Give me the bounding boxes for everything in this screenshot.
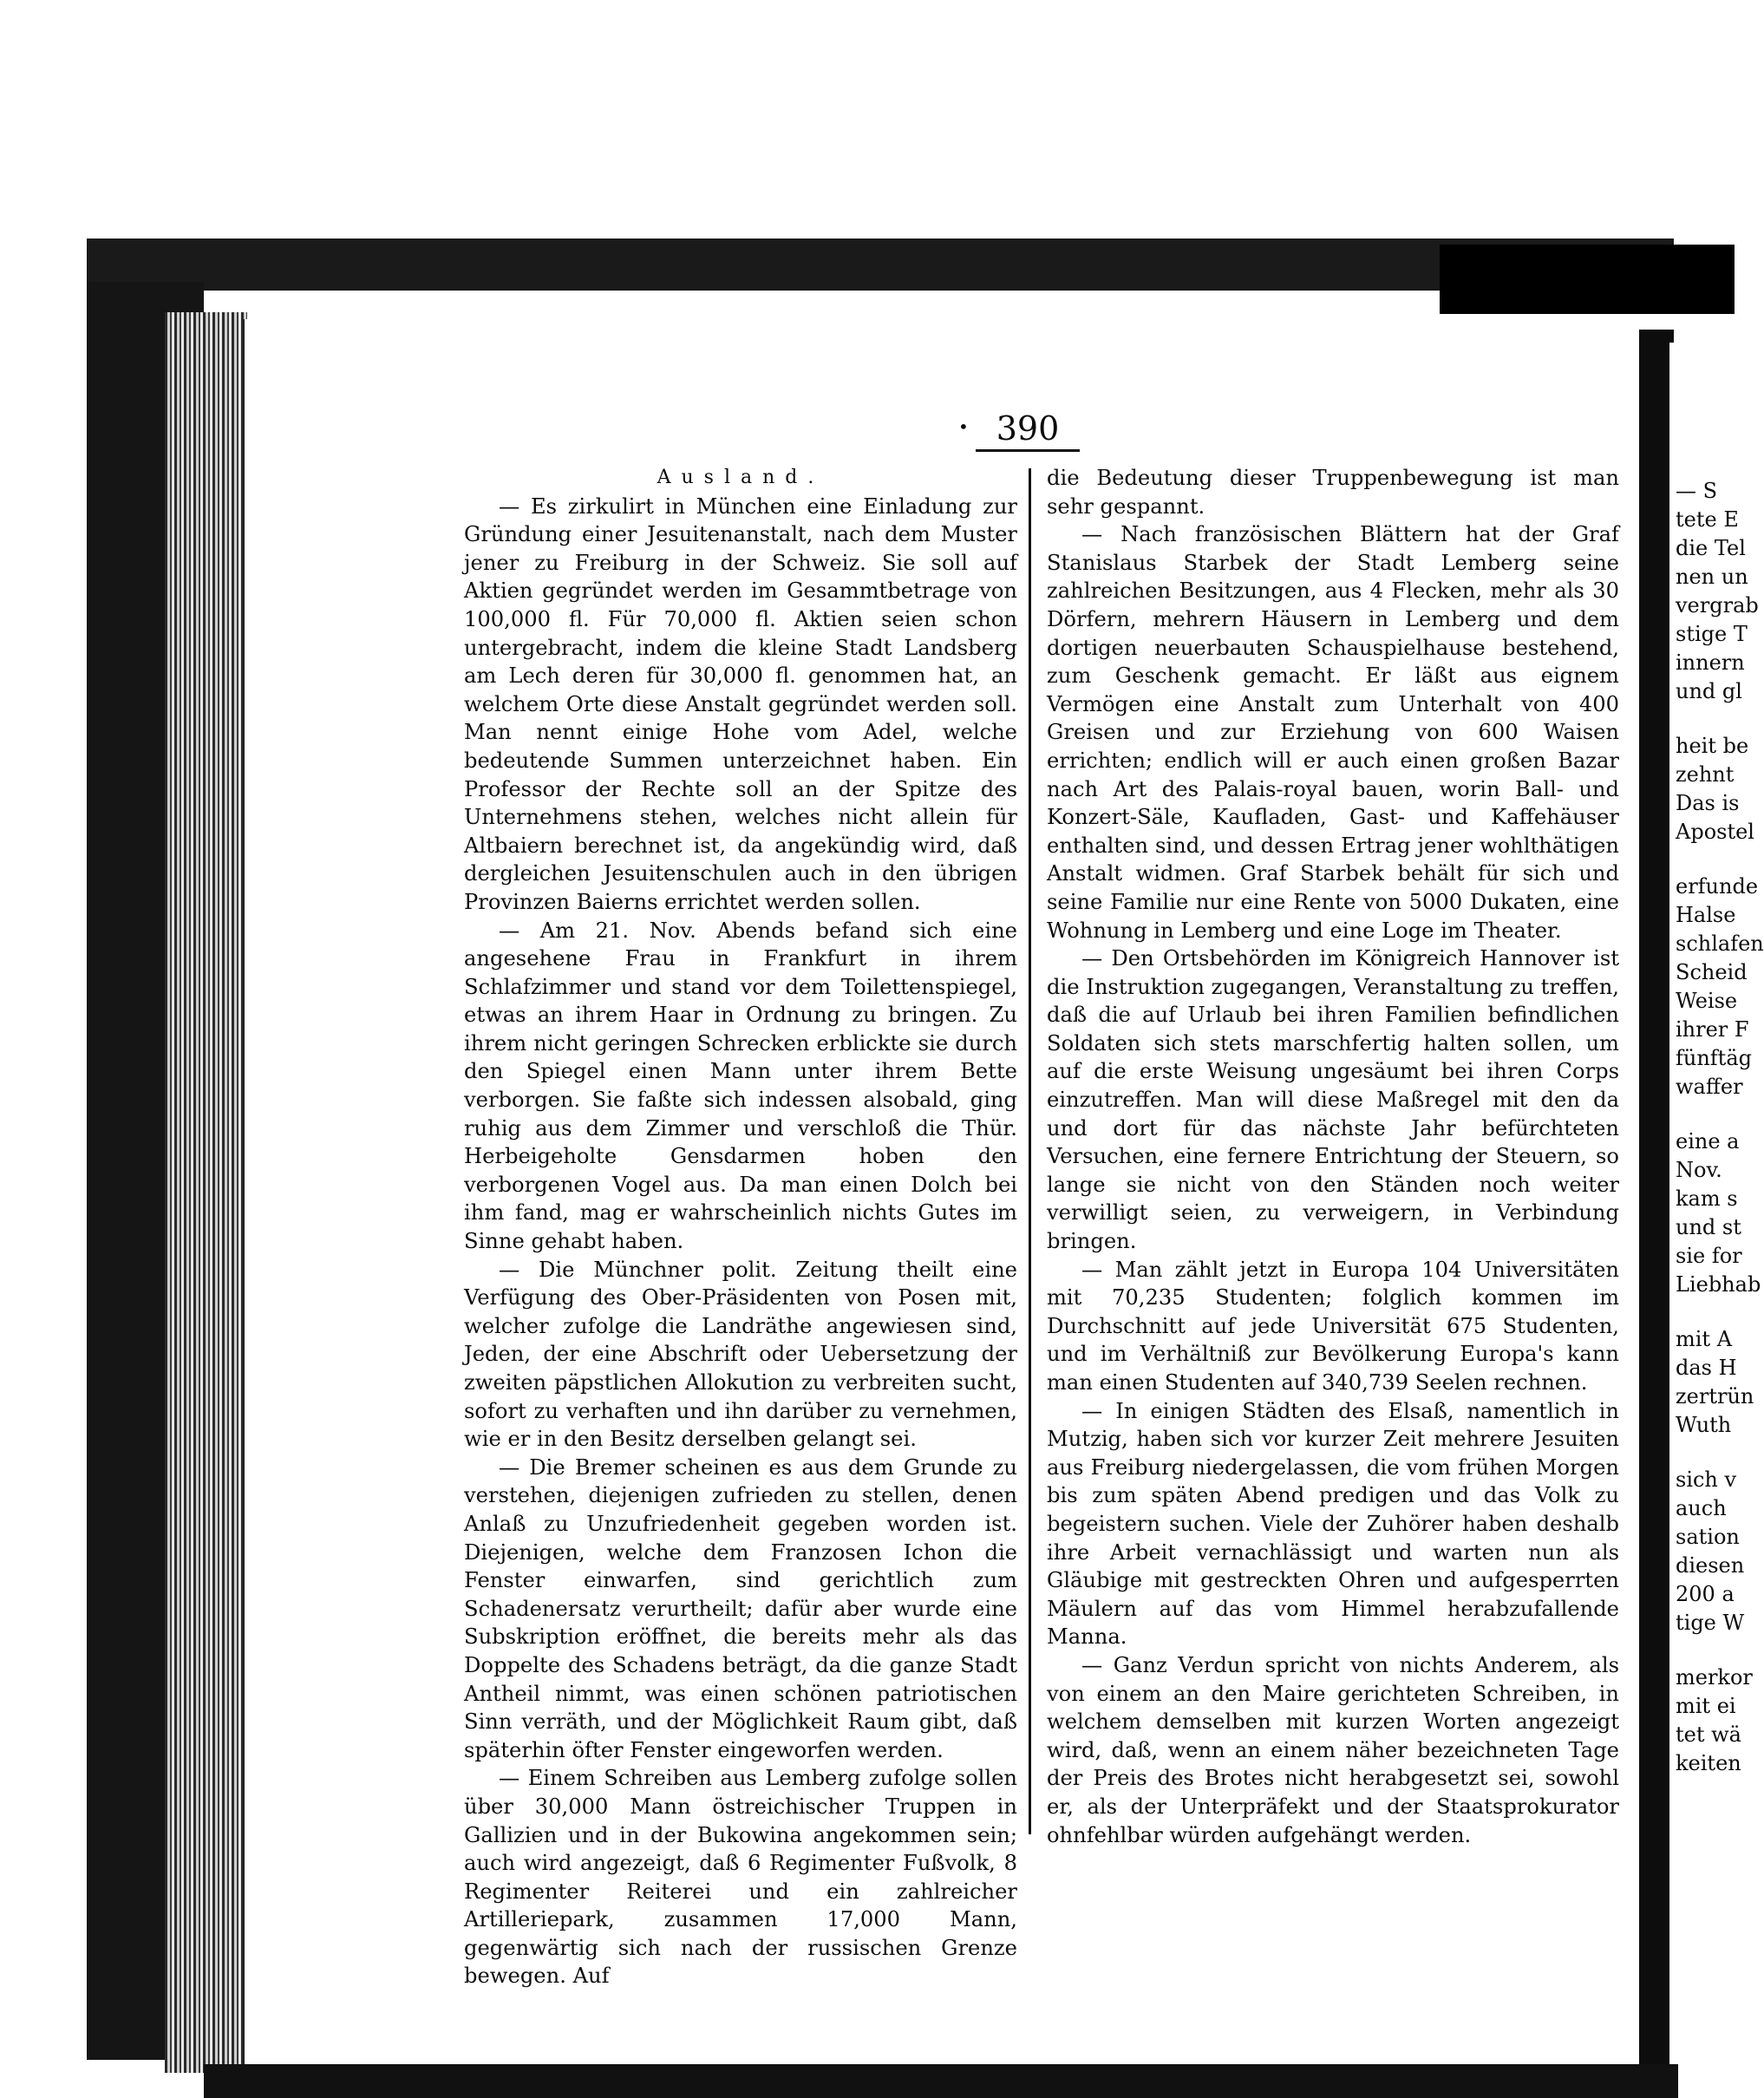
- book-edge-top: [87, 239, 1674, 291]
- column-divider: [1029, 468, 1031, 1834]
- facing-page-line: vergrab: [1676, 593, 1759, 618]
- facing-page-line: schlafen: [1676, 931, 1764, 956]
- page-number: 390: [976, 408, 1080, 452]
- facing-page-line: Scheid: [1676, 960, 1748, 984]
- article-paragraph: — Den Ortsbehörden im Königreich Hannover ist die Instruktion zugegangen, Veranstaltung zu treffen, daß die auf Urlaub bei ihren Familien befindlichen Soldaten sich stets marschfertig halten sollen, um auf die erste Weisung ungesäumt bei ihren Corps einzutreffen. Man will diese Maßregel mit den da und dort für das nächste Jahr befürchteten Versuchen, eine fernere Entrichtung der Steuern, so lange sie nicht von den Ständen noch weiter verwilligt seien, zu verweigern, in Verbindung bringen.: [1047, 946, 1619, 1254]
- facing-page-line: [1676, 846, 1735, 873]
- print-dot: •: [958, 416, 969, 437]
- facing-page-line: die Tel: [1676, 536, 1746, 560]
- article-paragraph: — Die Münchner polit. Zeitung theilt eine Verfügung des Ober-Präsidenten von Posen mit, welcher zufolge die Landräthe angewiesen sind, Jeden, der eine Abschrift oder Uebersetzung der zweiten päpstlichen Allokution zu verbreiten sucht, sofort zu verhaften und ihn darüber zu vernehmen, wie er in den Besitz derselben gelangt sei.: [464, 1257, 1017, 1452]
- facing-page-line: [1676, 706, 1735, 732]
- facing-page-line: heit be: [1676, 734, 1749, 758]
- facing-page-line: Nov.: [1676, 1158, 1722, 1182]
- right-column: [1047, 464, 1619, 1849]
- facing-page-line: und st: [1676, 1215, 1741, 1239]
- facing-page-line: tet wä: [1676, 1722, 1741, 1747]
- facing-page-line: Halse: [1676, 903, 1736, 927]
- facing-page-line: und gl: [1676, 679, 1742, 703]
- facing-page-line: waffer: [1676, 1075, 1743, 1099]
- article-paragraph: — Ganz Verdun spricht von nichts Anderem, als von einem an den Maire gerichteten Schreiben, in welchem demselben mit kurzen Worten angezeigt wird, daß, wenn an einem näher bezeichneten Tage der Preis des Brotes nicht herabgesetzt sei, sowohl er, als der Unterpräfekt und der Staatsprokurator ohnfehlbar würden aufgehängt werden.: [1047, 1652, 1619, 1847]
- facing-page-line: sich v: [1676, 1467, 1737, 1492]
- facing-page-line: stige T: [1676, 622, 1748, 646]
- facing-page-line: sation: [1676, 1525, 1740, 1549]
- facing-page-line: diesen: [1676, 1553, 1745, 1578]
- facing-page-line: zehnt: [1676, 762, 1735, 787]
- facing-page-line: auch: [1676, 1496, 1727, 1520]
- facing-page-line: innern: [1676, 650, 1745, 675]
- facing-page-line: zertrün: [1676, 1384, 1754, 1408]
- facing-page-line: mit ei: [1676, 1694, 1736, 1718]
- facing-page-line: Apostel: [1676, 820, 1754, 844]
- facing-page-line: Liebhab: [1676, 1272, 1761, 1297]
- facing-page-line: [1676, 1101, 1735, 1127]
- facing-page-line: mit A: [1676, 1327, 1733, 1351]
- book-edge-bottom: [204, 2064, 1678, 2098]
- facing-page-line: Weise: [1676, 989, 1738, 1013]
- facing-page-line: Das is: [1676, 791, 1740, 815]
- facing-page-line: [1676, 1637, 1735, 1663]
- scan-margin-top: [0, 0, 1735, 234]
- facing-page-line: sie for: [1676, 1244, 1742, 1268]
- article-paragraph: — Nach französischen Blättern hat der Graf Stanislaus Starbek der Stadt Lemberg seine zahlreichen Besitzungen, aus 4 Flecken, mehr als 30 Dörfern, mehrern Häusern in Lemberg und dem dortigen neuerbauten Schauspielhause bestehend, zum Geschenk gemacht. Er läßt aus eignem Vermögen eine Anstalt zum Unterhalt von 400 Greisen und zur Erziehung von 600 Waisen errichten; endlich will er auch einen großen Bazar nach Art des Palais-royal bauen, worin Ball- und Konzert-Säle, Kaufladen, Gast- und Kaffehäuser enthalten sind, und dessen Ertrag jener wohlthätigen Anstalt widmen. Graf Starbek behält für sich und seine Familie nur eine Rente von 5000 Dukaten, eine Wohnung in Lemberg und eine Loge im Theater.: [1047, 522, 1619, 943]
- book-gutter: [1639, 330, 1674, 2090]
- facing-page-line: [1676, 1440, 1735, 1466]
- page-stack-edges: [165, 312, 247, 2073]
- facing-page-line: merkor: [1676, 1665, 1753, 1690]
- facing-page-line: das H: [1676, 1356, 1737, 1380]
- facing-page-line: erfunde: [1676, 874, 1759, 899]
- facing-page-line: 200 a: [1676, 1582, 1735, 1606]
- facing-page-line: nen un: [1676, 565, 1748, 589]
- facing-page-line: tige W: [1676, 1611, 1745, 1635]
- facing-page-line: tete E: [1676, 507, 1739, 532]
- article-paragraph: — In einigen Städten des Elsaß, namentlich in Mutzig, haben sich vor kurzer Zeit mehrere Jesuiten aus Freiburg niedergelassen, die vom frühen Morgen bis zum späten Abend predigen und das Volk zu begeistern suchen. Viele der Zuhörer haben deshalb ihre Arbeit vernachlässigt und warten nun als Gläubige mit gestreckten Ohren und aufgesperrten Mäulern auf das vom Himmel herabzufallende Manna.: [1047, 1398, 1619, 1650]
- facing-page-text-fragments: [1676, 477, 1764, 1778]
- scan-dark-corner: [1440, 245, 1735, 314]
- facing-page-line: — S: [1676, 479, 1718, 503]
- facing-page-line: keiten: [1676, 1751, 1741, 1775]
- facing-page-line: kam s: [1676, 1186, 1738, 1211]
- article-paragraph: — Am 21. Nov. Abends befand sich eine angesehene Frau in Frankfurt in ihrem Schlafzimmer und stand vor dem Toilettenspiegel, etwas an ihrem Haar in Ordnung zu bringen. Zu ihrem nicht geringen Schrecken erblickte sie durch den Spiegel einen Mann unter ihrem Bette verborgen. Sie faßte sich indessen alsobald, ging ruhig aus dem Zimmer und verschloß die Thür. Herbeigeholte Gensdarmen hoben den verborgenen Vogel aus. Da man einen Dolch bei ihm fand, mag er wahrscheinlich nichts Gutes im Sinne gehabt haben.: [464, 918, 1017, 1254]
- article-paragraph: — Die Bremer scheinen es aus dem Grunde zu verstehen, diejenigen zufrieden zu stellen, denen Anlaß zu Unzufriedenheit gegeben worden ist. Diejenigen, welche dem Franzosen Ichon die Fenster einwarfen, sind gerichtlich zum Schadenersatz verurtheilt; dafür aber wurde eine Subskription eröffnet, die bereits mehr als das Doppelte des Schadens beträgt, da die ganze Stadt Antheil nimmt, was einen schönen patriotischen Sinn verräth, und der Möglichkeit Raum gibt, daß späterhin öfter Fenster eingeworfen werden.: [464, 1454, 1017, 1762]
- left-column: [464, 464, 1017, 1990]
- facing-page-line: Wuth: [1676, 1413, 1732, 1437]
- article-paragraph: — Es zirkulirt in München eine Einladung zur Gründung einer Jesuitenanstalt, nach dem Muster jener zu Freiburg in der Schweiz. Sie soll auf Aktien gegründet werden im Gesammtbetrage von 100,000 fl. Für 70,000 fl. Aktien seien schon untergebracht, indem die kleine Stadt Landsberg am Lech deren für 30,000 fl. genommen hat, an welchem Orte diese Anstalt gegründet werden soll. Man nennt einige Hohe vom Adel, welche bedeutende Summen unterzeichnet haben. Ein Professor der Rechte soll an der Spitze des Unternehmens stehen, welches nicht allein für Altbaiern berechnet ist, da angekündig wird, daß dergleichen Jesuitenschulen auch in den übrigen Provinzen Baierns errichtet werden sollen.: [464, 493, 1017, 914]
- facing-page-line: ihrer F: [1676, 1017, 1749, 1042]
- article-paragraph: — Einem Schreiben aus Lemberg zufolge sollen über 30,000 Mann östreichischer Truppen in Gallizien und in der Bukowina angekommen sein; auch wird angezeigt, daß 6 Regimenter Fußvolk, 8 Regimenter Reiterei und ein zahlreicher Artilleriepark, zusammen 17,000 Mann, gegenwärtig sich nach der russischen Grenze bewegen. Auf: [464, 1766, 1017, 1989]
- section-heading: Ausland.: [657, 467, 825, 488]
- facing-page-line: [1676, 1299, 1735, 1325]
- facing-page-line: eine a: [1676, 1129, 1740, 1154]
- continuation-text: die Bedeutung dieser Truppenbewegung ist man sehr gespannt.: [1047, 466, 1619, 519]
- article-paragraph: — Man zählt jetzt in Europa 104 Universitäten mit 70,235 Studenten; folglich kommen im Durchschnitt auf jede Universität 675 Studenten, und im Verhältniß zur Bevölkerung Europa's kann man einen Studenten auf 340,739 Seelen rechnen.: [1047, 1257, 1619, 1395]
- facing-page-line: fünftäg: [1676, 1046, 1752, 1070]
